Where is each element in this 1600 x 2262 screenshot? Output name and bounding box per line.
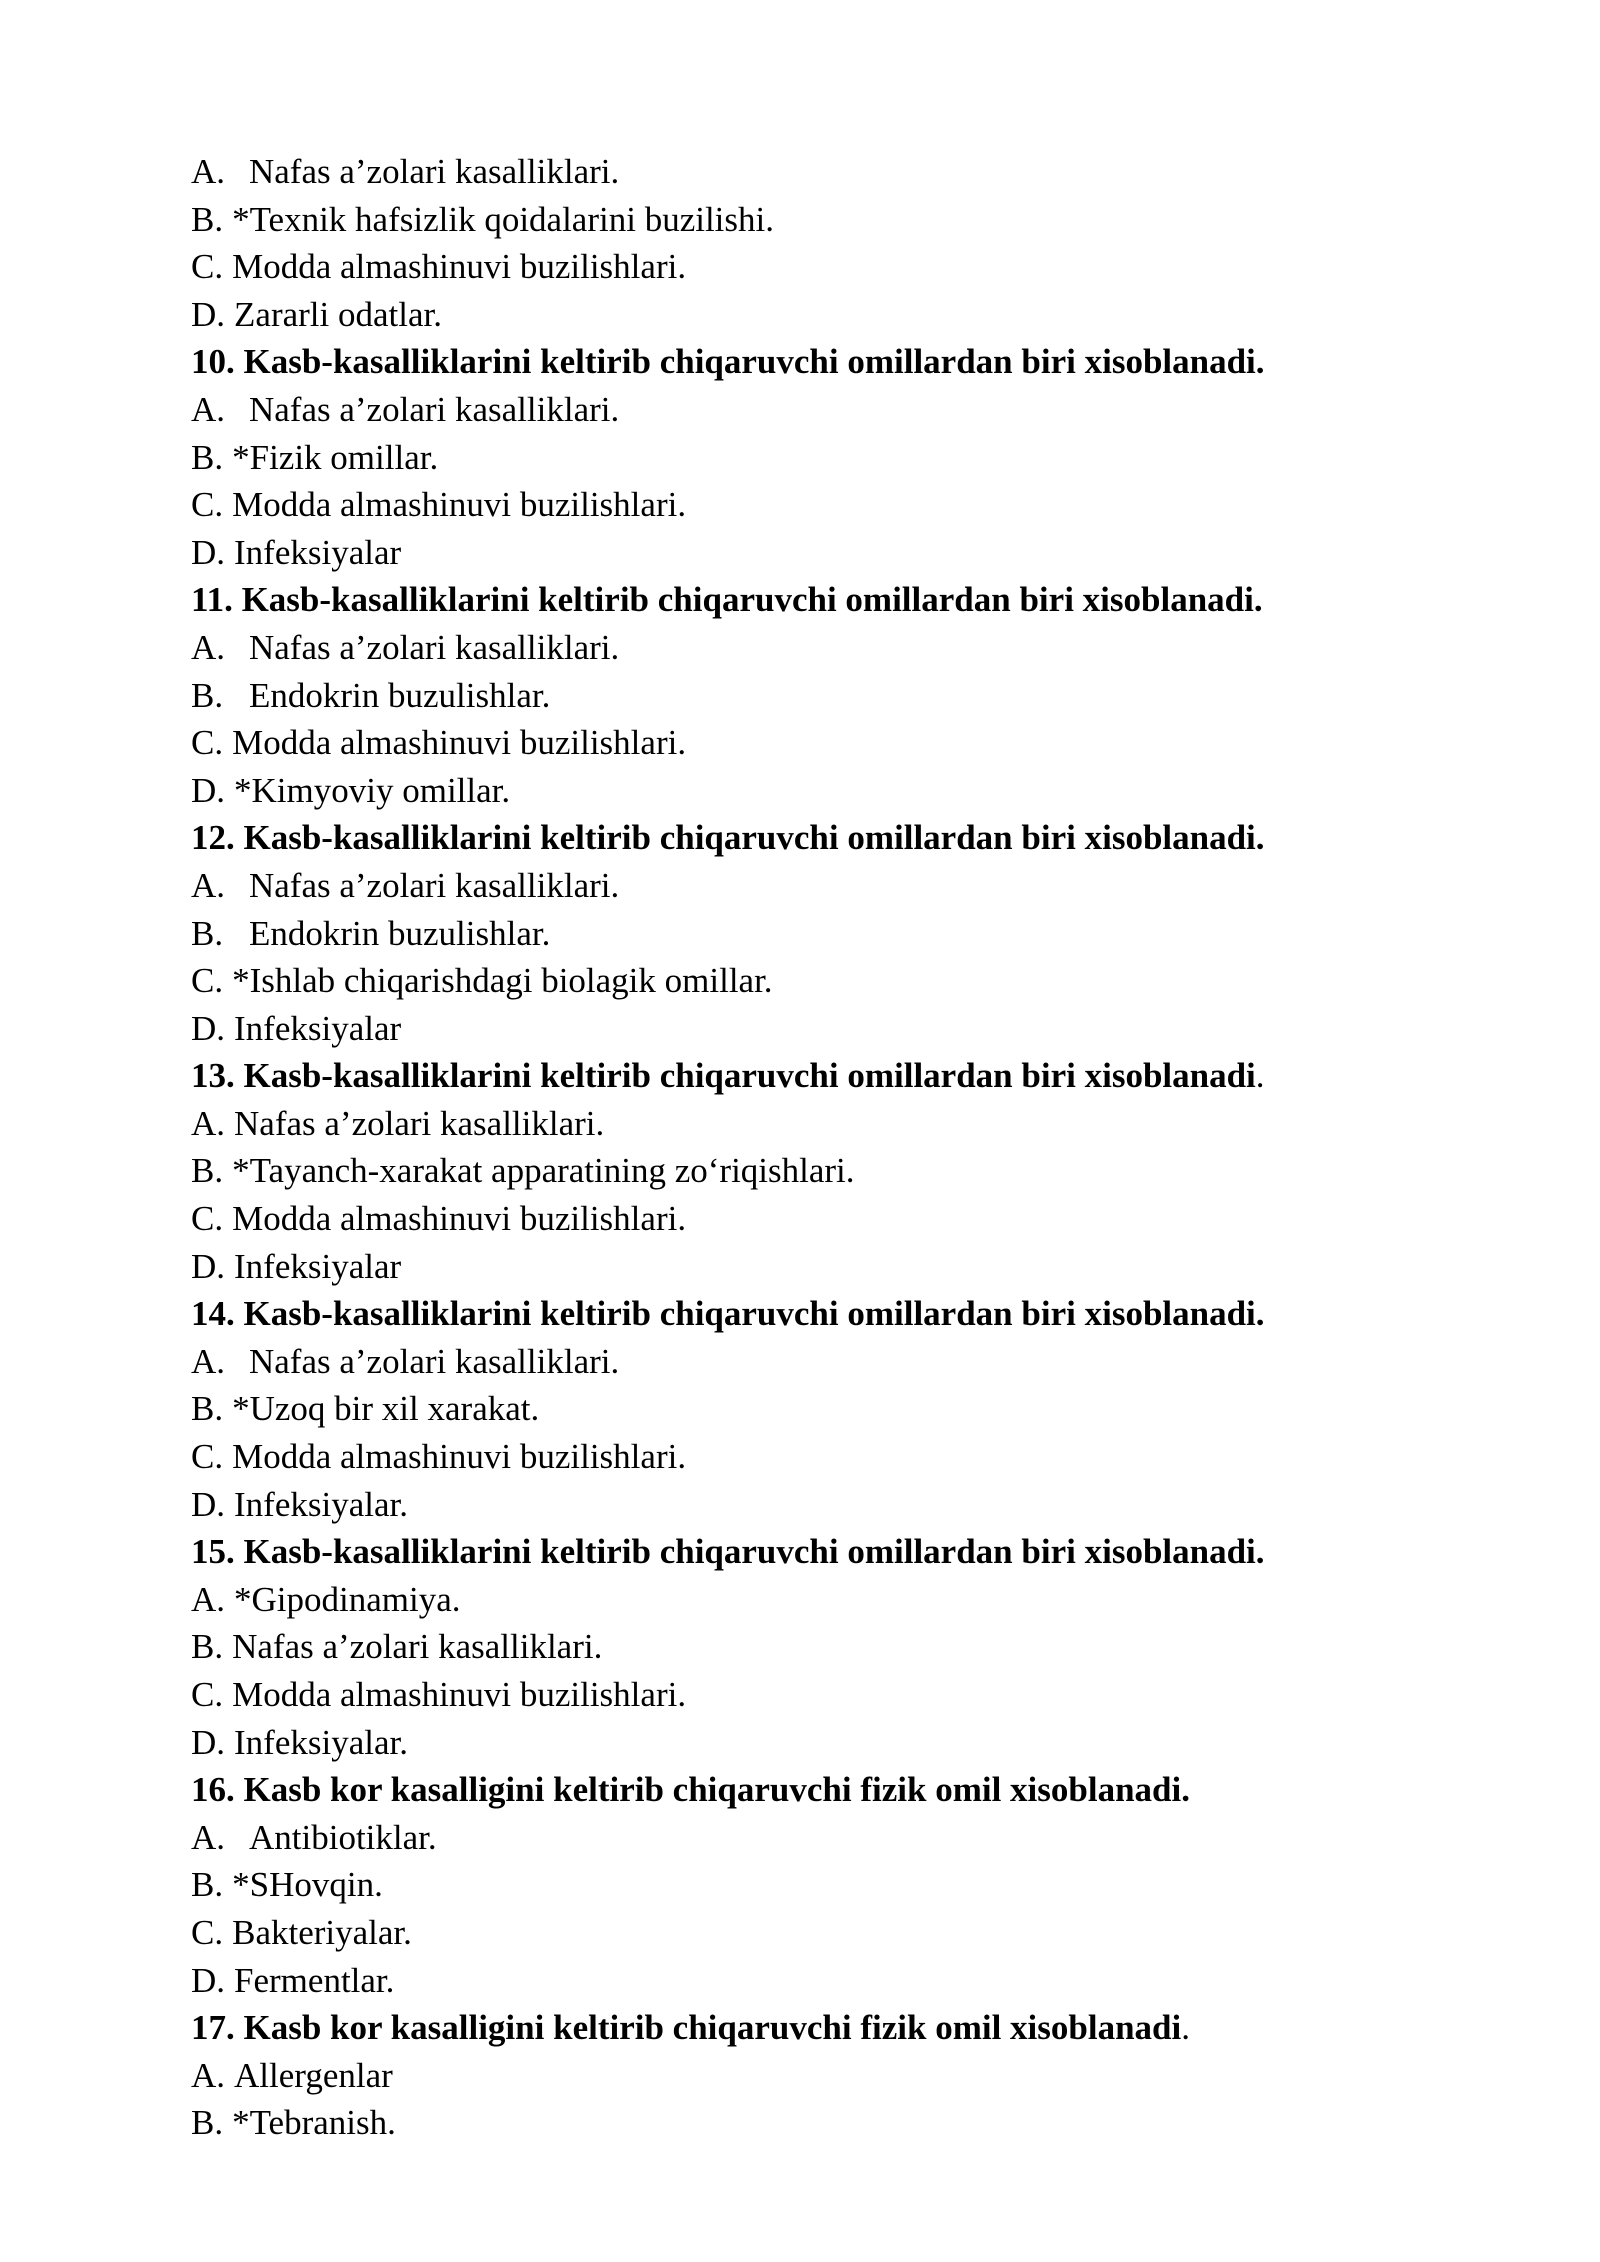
answer-option	[191, 1100, 1600, 1148]
option-letter: B.	[191, 675, 224, 715]
option-letter: A.	[191, 627, 226, 667]
option-letter: A.	[191, 1341, 226, 1381]
answer-option	[191, 1433, 1600, 1481]
answer-option	[191, 481, 1600, 529]
option-letter: D.	[191, 532, 226, 572]
option-text: Infeksiyalar	[234, 1008, 402, 1048]
option-letter: C.	[191, 485, 224, 525]
question-text: 13. Kasb-kasalliklarini keltirib chiqaruvchi omillardan biri xisoblanadi	[191, 1056, 1256, 1096]
option-letter: D.	[191, 1484, 226, 1524]
question-punctuation: .	[1181, 2008, 1190, 2048]
option-text: Zararli odatlar.	[234, 294, 442, 334]
option-text: Endokrin buzulishlar.	[249, 913, 551, 953]
question-heading	[191, 338, 1600, 386]
option-text: Nafas a’zolari kasalliklari.	[232, 1627, 603, 1667]
question-text: 16. Kasb kor kasalligini keltirib chiqaruvchi fizik omil xisoblanadi.	[191, 1770, 1190, 1810]
option-text: Nafas a’zolari kasalliklari.	[249, 627, 620, 667]
answer-option	[191, 1147, 1600, 1195]
option-letter: A.	[191, 389, 226, 429]
option-letter: D.	[191, 294, 226, 334]
answer-option	[191, 1861, 1600, 1909]
option-text: Nafas a’zolari kasalliklari.	[249, 389, 620, 429]
option-text: Antibiotiklar.	[249, 1817, 437, 1857]
option-text: Nafas a’zolari kasalliklari.	[234, 1103, 605, 1143]
option-letter: B.	[191, 1865, 224, 1905]
option-text: Allergenlar	[234, 2055, 393, 2095]
option-letter: A.	[191, 152, 226, 191]
option-letter: B.	[191, 2103, 224, 2143]
answer-option	[191, 1338, 1600, 1386]
option-letter: C.	[191, 723, 224, 763]
option-text: Modda almashinuvi buzilishlari.	[232, 723, 687, 763]
option-text: Modda almashinuvi buzilishlari.	[232, 247, 687, 287]
answer-option	[191, 1957, 1600, 2005]
answer-option	[191, 624, 1600, 672]
option-text: Nafas a’zolari kasalliklari.	[249, 865, 620, 905]
option-text: *Ishlab chiqarishdagi biolagik omillar.	[232, 961, 773, 1001]
option-text: *SHovqin.	[232, 1865, 383, 1905]
answer-option	[191, 862, 1600, 910]
question-text: 14. Kasb-kasalliklarini keltirib chiqaruvchi omillardan biri xisoblanadi.	[191, 1294, 1265, 1334]
answer-option	[191, 1243, 1600, 1291]
answer-option	[191, 1671, 1600, 1719]
option-text: *Fizik omillar.	[232, 437, 439, 477]
option-letter: A.	[191, 2055, 226, 2095]
question-heading	[191, 1052, 1600, 1100]
answer-option	[191, 386, 1600, 434]
option-text: Infeksiyalar	[234, 532, 402, 572]
answer-option	[191, 957, 1600, 1005]
option-letter: A.	[191, 1579, 226, 1619]
option-text: Infeksiyalar.	[234, 1484, 408, 1524]
option-letter: C.	[191, 1675, 224, 1714]
option-letter: C.	[191, 1199, 224, 1239]
option-text: Infeksiyalar	[234, 1246, 402, 1286]
question-text: 15. Kasb-kasalliklarini keltirib chiqaruvchi omillardan biri xisoblanadi.	[191, 1532, 1265, 1572]
answer-option	[191, 1576, 1600, 1624]
option-letter: C.	[191, 1912, 224, 1952]
option-text: Nafas a’zolari kasalliklari.	[249, 1341, 620, 1381]
answer-option	[191, 1005, 1600, 1053]
option-text: Modda almashinuvi buzilishlari.	[232, 1675, 687, 1714]
option-text: *Uzoq bir xil xarakat.	[232, 1389, 540, 1429]
option-letter: D.	[191, 770, 226, 810]
option-text: *Tebranish.	[232, 2103, 396, 2143]
answer-option	[191, 1719, 1600, 1767]
option-text: Bakteriyalar.	[232, 1912, 412, 1952]
option-text: Fermentlar.	[234, 1960, 395, 2000]
answer-option	[191, 148, 1600, 196]
answer-option	[191, 1195, 1600, 1243]
answer-option	[191, 196, 1600, 244]
answer-option	[191, 2052, 1600, 2100]
option-letter: B.	[191, 437, 224, 477]
option-letter: A.	[191, 1817, 226, 1857]
question-heading	[191, 1290, 1600, 1338]
option-letter: C.	[191, 1437, 224, 1477]
option-text: *Gipodinamiya.	[234, 1579, 461, 1619]
question-heading	[191, 576, 1600, 624]
answer-option	[191, 767, 1600, 815]
option-letter: B.	[191, 1627, 224, 1667]
option-letter: A.	[191, 1103, 226, 1143]
answer-option	[191, 291, 1600, 339]
option-letter: D.	[191, 1960, 226, 2000]
question-list	[191, 148, 1600, 2147]
option-letter: D.	[191, 1722, 226, 1762]
option-text: Infeksiyalar.	[234, 1722, 408, 1762]
question-heading	[191, 1528, 1600, 1576]
answer-option	[191, 2099, 1600, 2147]
question-text: 12. Kasb-kasalliklarini keltirib chiqaruvchi omillardan biri xisoblanadi.	[191, 818, 1265, 858]
answer-option	[191, 1814, 1600, 1862]
question-punctuation: .	[1255, 1056, 1265, 1096]
option-letter: B.	[191, 1389, 224, 1429]
answer-option	[191, 1623, 1600, 1671]
answer-option	[191, 529, 1600, 577]
question-text: 10. Kasb-kasalliklarini keltirib chiqaruvchi omillardan biri xisoblanadi.	[191, 342, 1265, 382]
answer-option	[191, 719, 1600, 767]
option-letter: B.	[191, 199, 224, 239]
option-text: Nafas a’zolari kasalliklari.	[249, 152, 620, 191]
answer-option	[191, 434, 1600, 482]
answer-option	[191, 1909, 1600, 1957]
option-text: *Kimyoviy omillar.	[234, 770, 511, 810]
option-letter: C.	[191, 247, 224, 287]
question-heading	[191, 814, 1600, 862]
option-text: Endokrin buzulishlar.	[249, 675, 551, 715]
answer-option	[191, 243, 1600, 291]
question-text: 11. Kasb-kasalliklarini keltirib chiqaruvchi omillardan biri xisoblanadi.	[191, 580, 1263, 620]
option-letter: C.	[191, 961, 224, 1001]
option-letter: D.	[191, 1246, 226, 1286]
answer-option	[191, 1385, 1600, 1433]
option-text: *Texnik hafsizlik qoidalarini buzilishi.	[232, 199, 774, 239]
option-text: Modda almashinuvi buzilishlari.	[232, 1437, 687, 1477]
option-letter: D.	[191, 1008, 226, 1048]
option-text: Modda almashinuvi buzilishlari.	[232, 485, 687, 525]
option-letter: A.	[191, 865, 226, 905]
option-text: Modda almashinuvi buzilishlari.	[232, 1199, 687, 1239]
option-letter: B.	[191, 1151, 224, 1191]
question-heading	[191, 2004, 1600, 2052]
option-text: *Tayanch-xarakat apparatining zo‘riqishlari.	[232, 1151, 855, 1191]
answer-option	[191, 1481, 1600, 1529]
question-heading	[191, 1766, 1600, 1814]
option-letter: B.	[191, 913, 224, 953]
answer-option	[191, 910, 1600, 958]
answer-option	[191, 672, 1600, 720]
question-text: 17. Kasb kor kasalligini keltirib chiqaruvchi fizik omil xisoblanadi	[191, 2008, 1182, 2048]
